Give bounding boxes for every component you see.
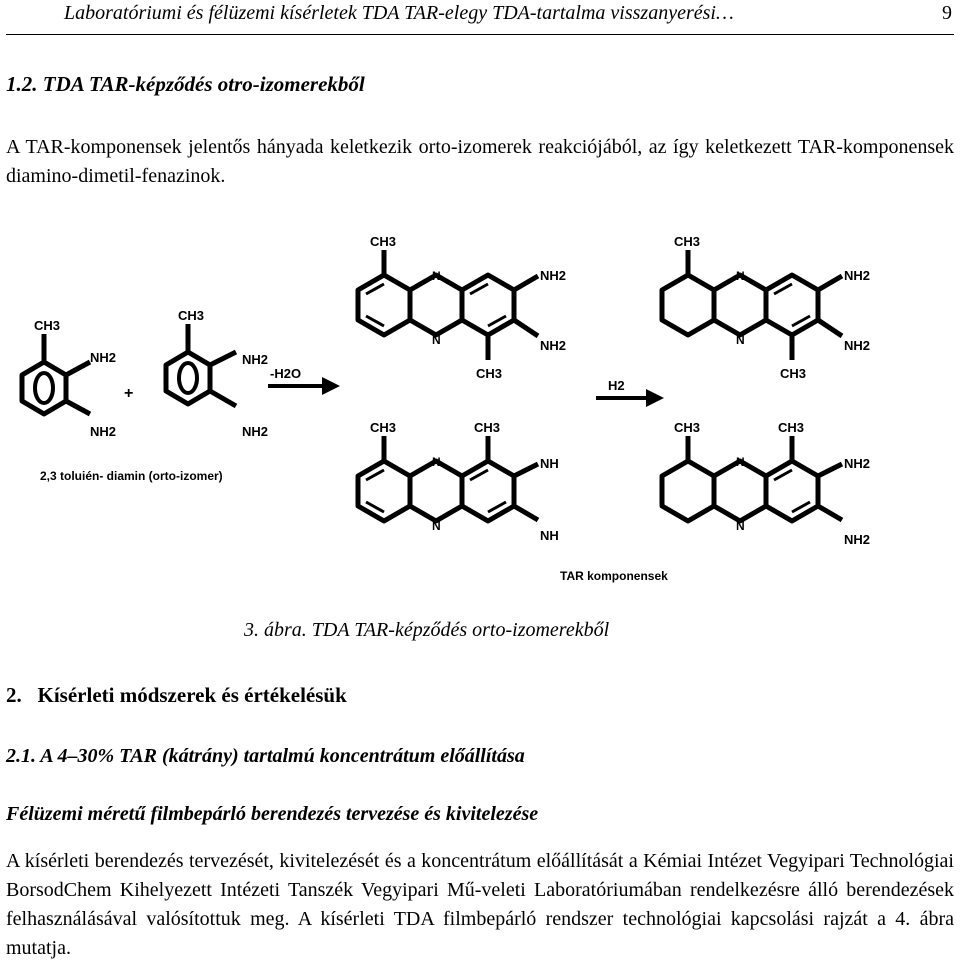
reaction-figure — [6, 214, 954, 610]
hydrogenation-arrow-head — [646, 389, 664, 407]
dehydration-arrow-head — [322, 377, 340, 395]
product-d-ch3-right: CH3 — [778, 420, 805, 435]
reactant-1-ring — [22, 362, 66, 414]
hydrogen-label: H2 — [608, 378, 625, 393]
section-2-heading: 2. Kísérleti módszerek és értékelésük — [6, 683, 347, 707]
reactant-2-nh2-bottom: NH2 — [242, 424, 269, 439]
figure-caption: 3. ábra. TDA TAR-képződés orto-izomerekből — [244, 619, 610, 641]
section-2-1-paragraph: A kísérleti berendezés tervezését, kivitelezését és a koncentrátum előállítását a Kémiai Intézet Vegyipari Technológiai BorsodChem Kihelyezett Intézeti Tanszék Vegyipari Mű-veleti Laboratóriumában rendelkezésre álló berendezések felhasználásával valósítottuk meg. A kísérleti TDA filmbepárló rendszer technológiai kapcsolási rajzát a 4. ábra mutatja. — [6, 850, 954, 959]
product-d-n-top: N — [736, 455, 745, 469]
product-b-n-top: N — [432, 455, 441, 469]
reactant-1-ch3: CH3 — [34, 318, 61, 333]
reactant-1-nh2-top: NH2 — [90, 350, 117, 365]
page-number: 9 — [942, 2, 952, 24]
product-c-ch3-bottom: CH3 — [780, 366, 807, 381]
product-a-n-bottom: N — [432, 333, 441, 347]
reactant-caption: 2,3 toluién- diamin (orto-izomer) — [40, 469, 223, 483]
product-d-nh2-bottom: NH2 — [844, 532, 871, 547]
product-d-nh2-top: NH2 — [844, 456, 871, 471]
product-a-ch3-bottom: CH3 — [476, 366, 503, 381]
product-c-nh2-bottom: NH2 — [844, 338, 871, 353]
reactant-1-aromatic-circle — [35, 373, 53, 403]
product-b-n-bottom: N — [432, 519, 441, 533]
reactant-2-aromatic-circle — [179, 363, 197, 393]
section-1-2-heading: 1.2. TDA TAR-képződés otro-izomerekből — [6, 72, 365, 96]
section-2-1-heading: 2.1. A 4–30% TAR (kátrány) tartalmú koncentrátum előállítása — [6, 745, 525, 767]
product-c-nh2-top: NH2 — [844, 268, 871, 283]
reactant-2-nh2-top: NH2 — [242, 352, 269, 367]
product-b-nh-top: NH — [540, 456, 559, 471]
product-b-ch3-left: CH3 — [370, 420, 397, 435]
running-header — [6, 0, 954, 35]
product-a-nh2-bottom: NH2 — [540, 338, 567, 353]
product-a-nh2-top: NH2 — [540, 268, 567, 283]
product-a-ch3: CH3 — [370, 234, 397, 249]
product-c-ch3: CH3 — [674, 234, 701, 249]
product-c-n-top: N — [736, 269, 745, 283]
product-d-ch3-left: CH3 — [674, 420, 701, 435]
product-b-nh-bottom: NH — [540, 528, 559, 543]
product-b-ch3-right: CH3 — [474, 420, 501, 435]
section-1-2-paragraph: A TAR-komponensek jelentős hányada keletkezik orto-izomerek reakciójából, az így keletkezett TAR-komponensek diamino-dimetil-fenazinok. — [6, 136, 954, 187]
reactant-2-ch3: CH3 — [178, 308, 205, 323]
reactant-1-nh2-bottom: NH2 — [90, 424, 117, 439]
minus-water-label: -H2O — [270, 366, 302, 381]
plus-sign: + — [124, 385, 134, 402]
product-caption: TAR komponensek — [560, 569, 668, 583]
product-a-n-top: N — [432, 269, 441, 283]
reaction-scheme — [6, 214, 954, 610]
header-title: Laboratóriumi és félüzemi kísérletek TDA TAR-elegy TDA-tartalma visszanyerési… — [64, 2, 734, 24]
product-c-n-bottom: N — [736, 333, 745, 347]
reactant-2-ring — [166, 352, 210, 404]
product-d-n-bottom: N — [736, 519, 745, 533]
section-2-1-subheading: Félüzemi méretű filmbepárló berendezés tervezése és kivitelezése — [6, 803, 539, 825]
